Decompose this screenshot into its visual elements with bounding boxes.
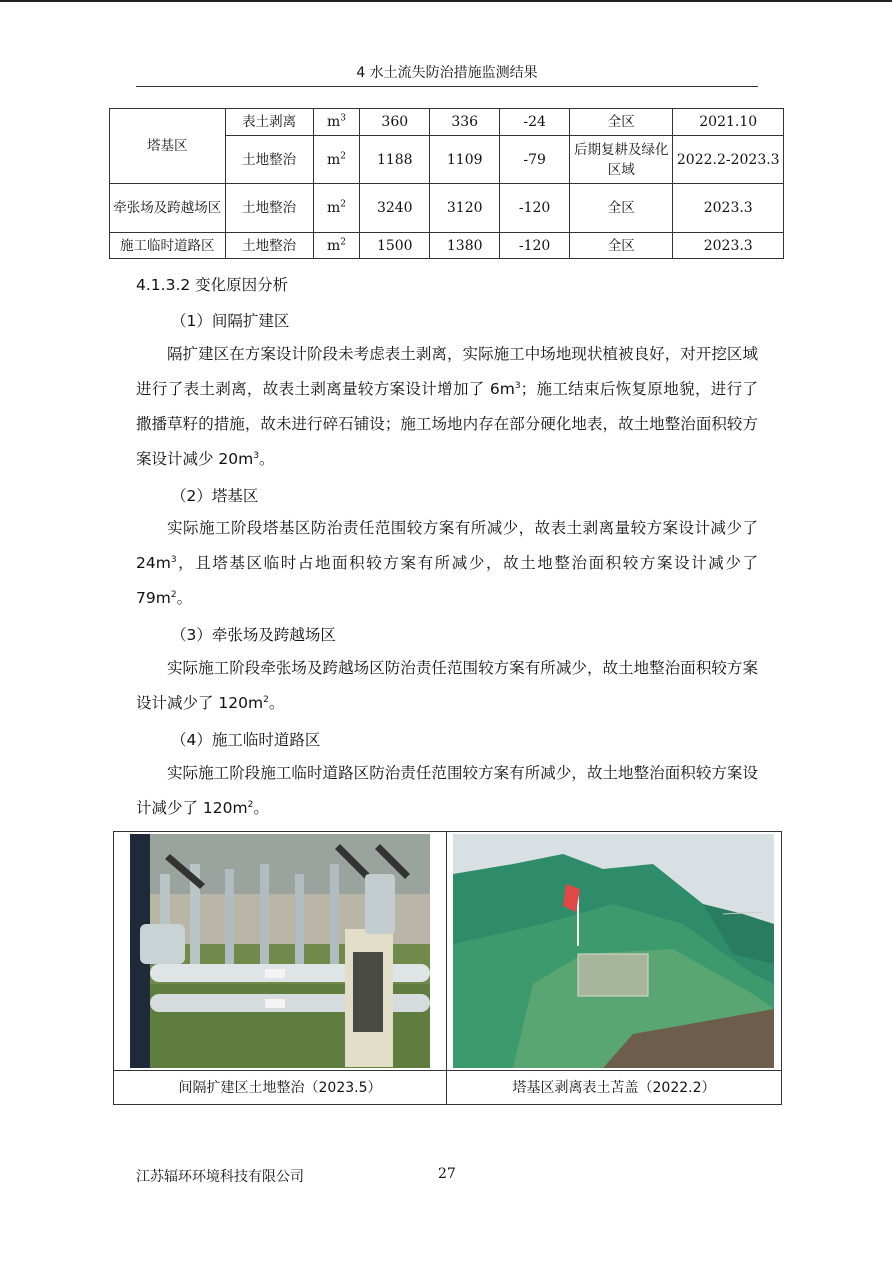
planned-cell: 1188 bbox=[360, 136, 430, 184]
measures-table bbox=[109, 108, 784, 259]
scope-cell: 全区 bbox=[570, 109, 673, 136]
subsection-title: （4）施工临时道路区 bbox=[171, 731, 321, 749]
scope-cell: 全区 bbox=[570, 233, 673, 259]
table-row bbox=[110, 233, 784, 259]
measure-cell: 土地整治 bbox=[225, 233, 313, 259]
time-cell: 2023.3 bbox=[673, 184, 784, 233]
change-cell: -120 bbox=[500, 184, 570, 233]
photo-table bbox=[113, 831, 782, 1105]
photo-caption: 塔基区剥离表土苫盖（2022.2） bbox=[512, 1080, 716, 1096]
time-cell: 2021.10 bbox=[673, 109, 784, 136]
scope-cell: 后期复耕及绿化区域 bbox=[570, 136, 673, 184]
footer-company: 江苏辐环环境科技有限公司 bbox=[136, 1169, 304, 1185]
actual-cell: 1380 bbox=[430, 233, 500, 259]
area-cell: 塔基区 bbox=[110, 109, 226, 184]
subsection-title: （1）间隔扩建区 bbox=[171, 312, 290, 330]
planned-cell: 360 bbox=[360, 109, 430, 136]
measure-cell: 表土剥离 bbox=[225, 109, 313, 136]
paragraph: 实际施工阶段塔基区防治责任范围较方案有所减少，故表土剥离量较方案设计减少了 $24m^3$，且塔基区临时占地面积较方案有所减少，故土地整治面积较方案设计减少了 $79m^2$。 bbox=[136, 519, 758, 607]
caption-row bbox=[114, 1070, 781, 1105]
photo-caption: 间隔扩建区土地整治（2023.5） bbox=[114, 1071, 447, 1105]
change-cell: -79 bbox=[500, 136, 570, 184]
paragraph: 实际施工阶段施工临时道路区防治责任范围较方案有所减少，故土地整治面积较方案设计减少了 $120m^2$。 bbox=[136, 764, 758, 817]
paragraph: 实际施工阶段牵张场及跨越场区防治责任范围较方案有所减少，故土地整治面积较方案设计减少了 $120m^2$。 bbox=[136, 659, 758, 712]
subsection-title: （3）牵张场及跨越场区 bbox=[171, 626, 336, 644]
table-row bbox=[110, 109, 784, 136]
change-cell: -120 bbox=[500, 233, 570, 259]
unit-cell: $m^2$ bbox=[313, 184, 360, 233]
photo-cell bbox=[114, 832, 447, 1072]
area-cell: 牵张场及跨越场区 bbox=[110, 184, 226, 233]
covered-topsoil-photo bbox=[453, 834, 774, 1068]
planned-cell: 3240 bbox=[360, 184, 430, 233]
actual-cell: 1109 bbox=[430, 136, 500, 184]
measure-cell: 土地整治 bbox=[225, 136, 313, 184]
time-cell: 2022.2-2023.3 bbox=[673, 136, 784, 184]
page-number: 27 bbox=[438, 1166, 456, 1182]
page-header: 4 水土流失防治措施监测结果 bbox=[136, 60, 758, 87]
planned-cell: 1500 bbox=[360, 233, 430, 259]
substation-photo bbox=[130, 834, 430, 1068]
table-row bbox=[110, 184, 784, 233]
area-cell: 施工临时道路区 bbox=[110, 233, 226, 259]
subsection-title: （2）塔基区 bbox=[171, 487, 259, 505]
actual-cell: 336 bbox=[430, 109, 500, 136]
change-cell: -24 bbox=[500, 109, 570, 136]
actual-cell: 3120 bbox=[430, 184, 500, 233]
unit-cell: $m^2$ bbox=[313, 136, 360, 184]
top-rule bbox=[0, 0, 892, 2]
scope-cell: 全区 bbox=[570, 184, 673, 233]
unit-cell: $m^2$ bbox=[313, 233, 360, 259]
measure-cell: 土地整治 bbox=[225, 184, 313, 233]
photo-cell bbox=[447, 832, 781, 1072]
section-heading: 4.1.3.2 变化原因分析 bbox=[136, 276, 289, 294]
time-cell: 2023.3 bbox=[673, 233, 784, 259]
unit-cell: $m^3$ bbox=[313, 109, 360, 136]
paragraph: 隔扩建区在方案设计阶段未考虑表土剥离，实际施工中场地现状植被良好，对开挖区域进行了表土剥离，故表土剥离量较方案设计增加了 $6m^3$；施工结束后恢复原地貌，进行了撒播草籽的措施，故未进行碎石铺设；施工场地内存在部分硬化地表，故土地整治面积较方案设计减少 $20m^3$。 bbox=[136, 345, 758, 468]
